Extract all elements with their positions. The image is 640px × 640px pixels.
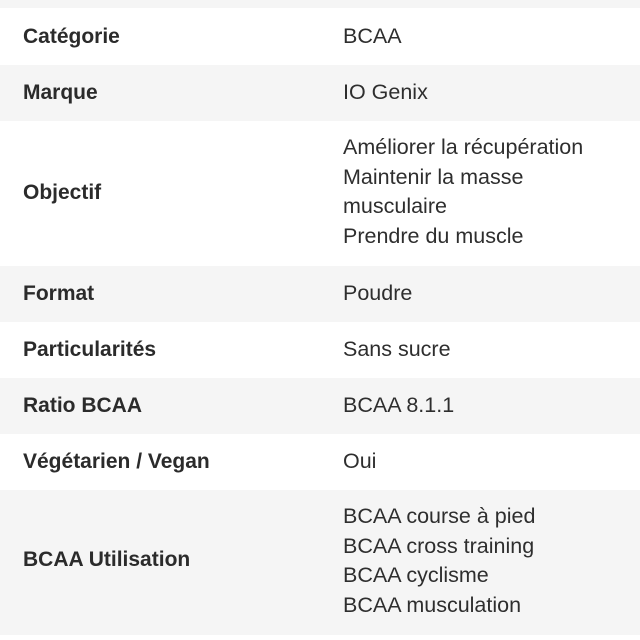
spec-value-line: Maintenir la masse: [343, 164, 524, 189]
spec-value-objectif: [343, 133, 628, 251]
spec-value-particularites: [343, 335, 628, 365]
table-row: [0, 378, 640, 434]
spec-label-categorie: Catégorie: [23, 25, 120, 48]
spec-value-line: Oui: [343, 449, 377, 473]
spec-value-line: Poudre: [343, 281, 413, 305]
table-row: [0, 266, 640, 322]
spec-value-ratio-bcaa: [343, 391, 628, 421]
spec-value-line: BCAA: [343, 24, 402, 48]
spec-value-line: BCAA 8.1.1: [343, 393, 455, 417]
table-row: [0, 121, 640, 266]
spec-value-vegetarien-vegan: [343, 447, 628, 477]
table-row-edge: [0, 0, 640, 8]
spec-label-ratio-bcaa: Ratio BCAA: [23, 394, 142, 417]
table-row: [0, 490, 640, 635]
table-row: [0, 322, 640, 378]
spec-value-line: BCAA cross training: [343, 533, 535, 558]
table-row-edge: [0, 635, 640, 640]
spec-value-line: Sans sucre: [343, 337, 451, 361]
spec-label-marque: Marque: [23, 81, 98, 104]
table-row: [0, 434, 640, 490]
spec-label-format: Format: [23, 282, 95, 305]
spec-label-objectif: Objectif: [23, 181, 102, 204]
spec-value-line: musculaire: [343, 194, 447, 218]
spec-value-line: BCAA cyclisme: [343, 563, 489, 587]
spec-value-line: Prendre du muscle: [343, 223, 524, 248]
spec-value-line: BCAA musculation: [343, 592, 522, 617]
spec-label-vegetarien-vegan: Végétarien / Vegan: [23, 450, 210, 473]
spec-value-format: [343, 279, 628, 309]
spec-value-line: Améliorer la récupération: [343, 135, 584, 159]
spec-value-categorie: [343, 22, 628, 52]
spec-value-line: IO Genix: [343, 80, 428, 104]
spec-label-bcaa-utilisation: BCAA Utilisation: [23, 548, 191, 571]
table-row: [0, 65, 640, 121]
table-row: [0, 8, 640, 65]
spec-value-marque: [343, 78, 628, 108]
spec-value-line: BCAA course à pied: [343, 504, 536, 528]
spec-value-bcaa-utilisation: [343, 502, 628, 620]
spec-label-particularites: Particularités: [23, 338, 157, 361]
